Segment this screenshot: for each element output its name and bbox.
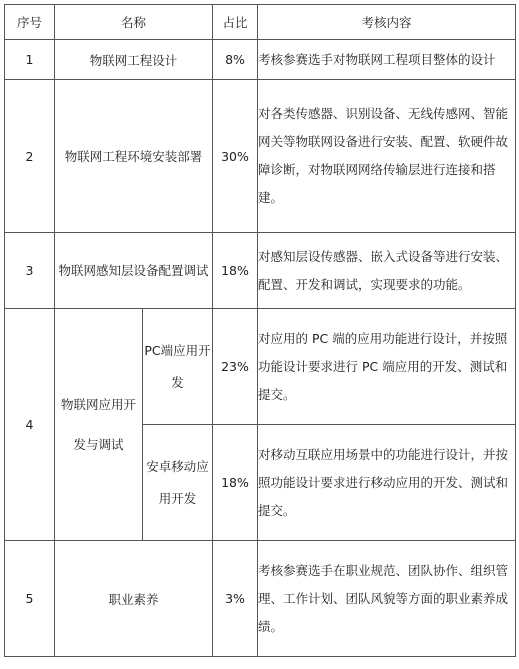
header-content: 考核内容 — [258, 5, 516, 40]
sub-content: 对移动互联应用场景中的功能进行设计，并按照功能设计要求进行移动应用的开发、测试和提交。 — [258, 425, 516, 541]
row-ratio: 30% — [213, 80, 258, 233]
table-row — [5, 541, 516, 657]
row-ratio: 3% — [213, 541, 258, 657]
row-name: 职业素养 — [55, 541, 213, 657]
row-name: 物联网感知层设备配置调试 — [55, 233, 213, 309]
row-name: 物联网应用开发与调试 — [55, 309, 143, 541]
sub-content: 对应用的 PC 端的应用功能进行设计，并按照功能设计要求进行 PC 端应用的开发、测试和提交。 — [258, 309, 516, 425]
row-content: 考核参赛选手在职业规范、团队协作、组织管理、工作计划、团队风貌等方面的职业素养成绩。 — [258, 541, 516, 657]
row-no: 2 — [5, 80, 55, 233]
scoring-table — [4, 4, 516, 657]
row-no: 3 — [5, 233, 55, 309]
row-no: 4 — [5, 309, 55, 541]
row-content: 对各类传感器、识别设备、无线传感网、智能网关等物联网设备进行安装、配置、软硬件故障诊断，对物联网网络传输层进行连接和搭建。 — [258, 80, 516, 233]
table-row — [5, 80, 516, 233]
header-ratio: 占比 — [213, 5, 258, 40]
header-name: 名称 — [55, 5, 213, 40]
row-ratio: 8% — [213, 40, 258, 80]
sub-ratio: 18% — [213, 425, 258, 541]
row-ratio: 18% — [213, 233, 258, 309]
row-no: 1 — [5, 40, 55, 80]
row-content: 对感知层设传感器、嵌入式设备等进行安装、配置、开发和调试，实现要求的功能。 — [258, 233, 516, 309]
sub-name: PC端应用开发 — [143, 309, 213, 425]
table-row — [5, 309, 516, 425]
header-row — [5, 5, 516, 40]
row-name: 物联网工程环境安装部署 — [55, 80, 213, 233]
row-content: 考核参赛选手对物联网工程项目整体的设计 — [258, 40, 516, 80]
sub-name: 安卓移动应用开发 — [143, 425, 213, 541]
table-row — [5, 40, 516, 80]
table-row — [5, 233, 516, 309]
sub-ratio: 23% — [213, 309, 258, 425]
row-no: 5 — [5, 541, 55, 657]
header-no: 序号 — [5, 5, 55, 40]
row-name: 物联网工程设计 — [55, 40, 213, 80]
